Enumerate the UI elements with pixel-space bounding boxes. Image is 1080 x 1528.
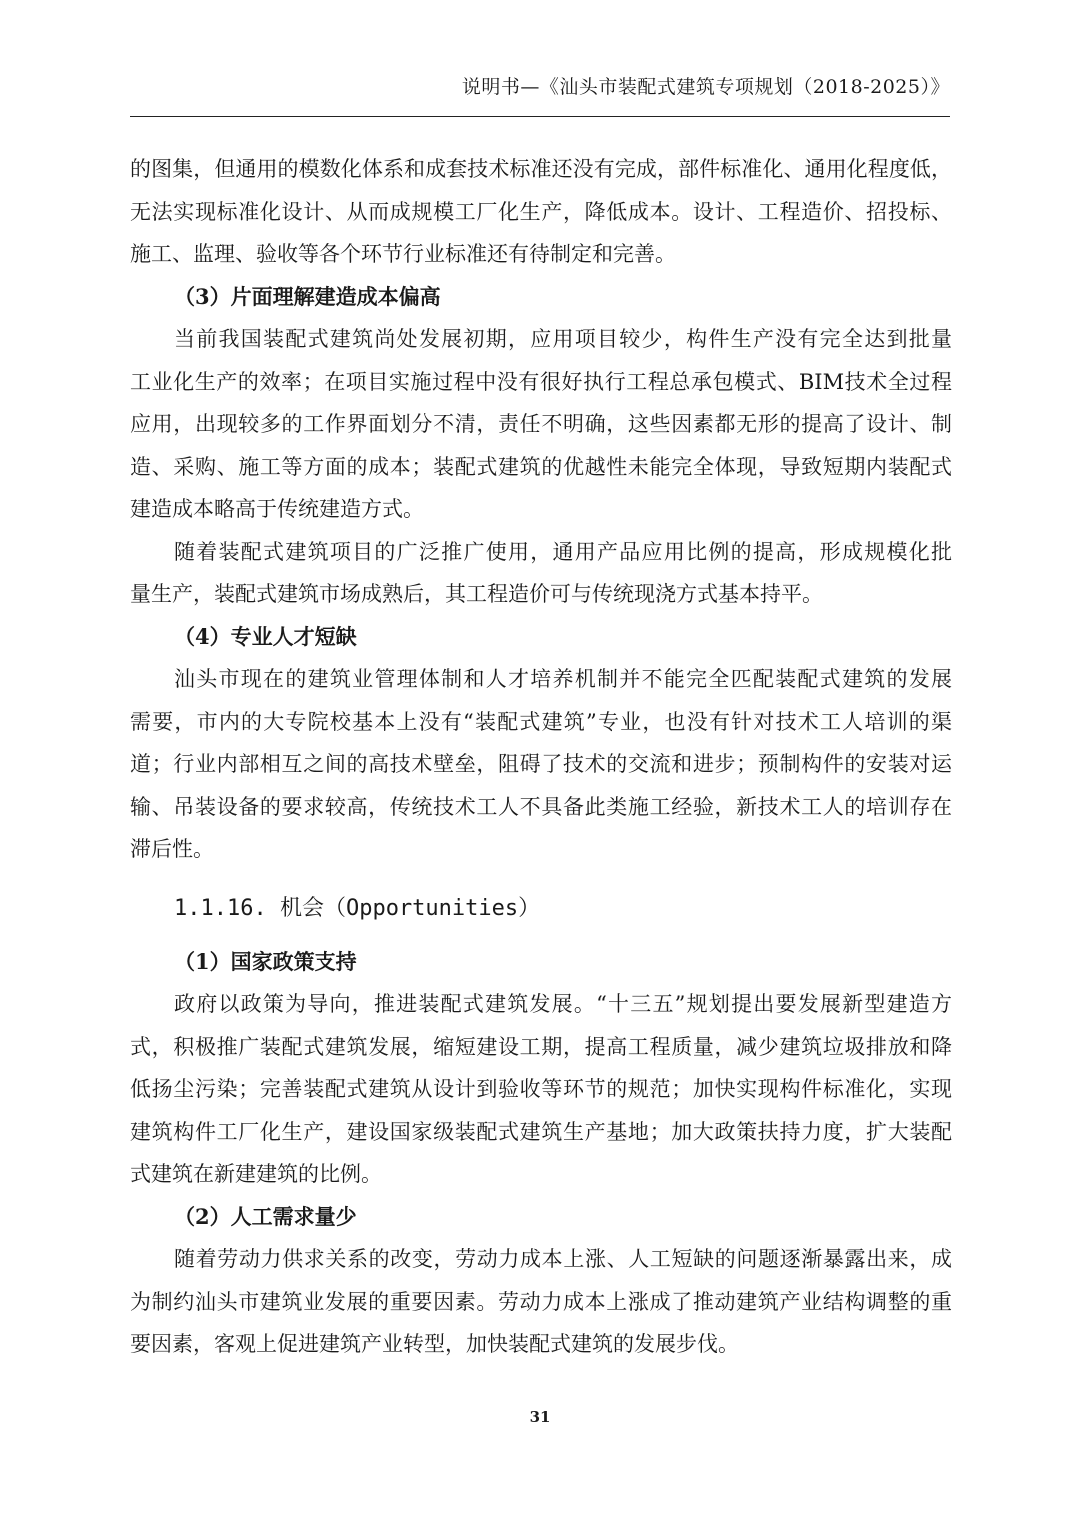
- section-heading-opportunities: 1.1.16. 机会（Opportunities）: [174, 895, 541, 921]
- paragraph: [130, 1238, 952, 1366]
- subheading-opportunity-2: （2）人工需求量少: [174, 1203, 357, 1229]
- text-line: 施工、监理、验收等各个环节行业标准还有待制定和完善。: [130, 242, 676, 266]
- paragraph: [130, 318, 952, 531]
- text-line: 建造成本略高于传统建造方式。: [130, 497, 424, 521]
- document-title: 说明书—《汕头市装配式建筑专项规划（2018-2025）》: [461, 76, 950, 98]
- text-line: 造、采购、施工等方面的成本；装配式建筑的优越性未能完全体现，导致短期内装配式: [130, 454, 952, 479]
- text-line: 需要，市内的大专院校基本上没有“装配式建筑”专业，也没有针对技术工人培训的渠: [130, 709, 952, 734]
- page-number: 31: [529, 1408, 551, 1426]
- text-line: 要因素，客观上促进建筑产业转型，加快装配式建筑的发展步伐。: [130, 1332, 739, 1356]
- text-line: 量生产，装配式建筑市场成熟后，其工程造价可与传统现浇方式基本持平。: [130, 582, 823, 606]
- text-line: 式，积极推广装配式建筑发展，缩短建设工期，提高工程质量，减少建筑垃圾排放和降: [130, 1034, 952, 1059]
- subheading-4: （4）专业人才短缺: [174, 623, 357, 649]
- document-body: [130, 148, 952, 1366]
- text-line: 的图集，但通用的模数化体系和成套技术标准还没有完成，部件标准化、通用化程度低，: [130, 157, 952, 181]
- text-line: 政府以政策为导向，推进装配式建筑发展。“十三五”规划提出要发展新型建造方: [174, 992, 952, 1016]
- text-line: 汕头市现在的建筑业管理体制和人才培养机制并不能完全匹配装配式建筑的发展: [174, 667, 952, 691]
- text-line: 低扬尘污染；完善装配式建筑从设计到验收等环节的规范；加快实现构件标准化，实现: [130, 1077, 952, 1101]
- subheading-3: （3）片面理解建造成本偏高: [174, 283, 441, 309]
- text-line: 道；行业内部相互之间的高技术壁垒，阻碍了技术的交流和进步；预制构件的安装对运: [130, 752, 952, 776]
- text-line: 无法实现标准化设计、从而成规模工厂化生产，降低成本。设计、工程造价、招投标、: [130, 199, 952, 224]
- text-line: 滞后性。: [130, 837, 214, 861]
- text-line: 工业化生产的效率；在项目实施过程中没有很好执行工程总承包模式、BIM技术全过程: [130, 369, 952, 394]
- subheading-opportunity-1: （1）国家政策支持: [174, 948, 357, 974]
- paragraph: [130, 983, 952, 1196]
- text-line: 式建筑在新建建筑的比例。: [130, 1162, 382, 1186]
- text-line: 输、吊装设备的要求较高，传统技术工人不具备此类施工经验，新技术工人的培训存在: [130, 794, 952, 819]
- text-line: 当前我国装配式建筑尚处发展初期，应用项目较少，构件生产没有完全达到批量: [174, 327, 952, 351]
- paragraph: [130, 658, 952, 871]
- paragraph: [130, 531, 952, 616]
- text-line: 随着装配式建筑项目的广泛推广使用，通用产品应用比例的提高，形成规模化批: [174, 539, 952, 564]
- text-line: 应用，出现较多的工作界面划分不清，责任不明确，这些因素都无形的提高了设计、制: [130, 412, 952, 436]
- page-header: [130, 72, 950, 117]
- paragraph: [130, 148, 952, 276]
- text-line: 随着劳动力供求关系的改变，劳动力成本上涨、人工短缺的问题逐渐暴露出来，成: [174, 1247, 952, 1271]
- text-line: 为制约汕头市建筑业发展的重要因素。劳动力成本上涨成了推动建筑产业结构调整的重: [130, 1289, 952, 1314]
- text-line: 建筑构件工厂化生产，建设国家级装配式建筑生产基地；加大政策扶持力度，扩大装配: [130, 1119, 952, 1144]
